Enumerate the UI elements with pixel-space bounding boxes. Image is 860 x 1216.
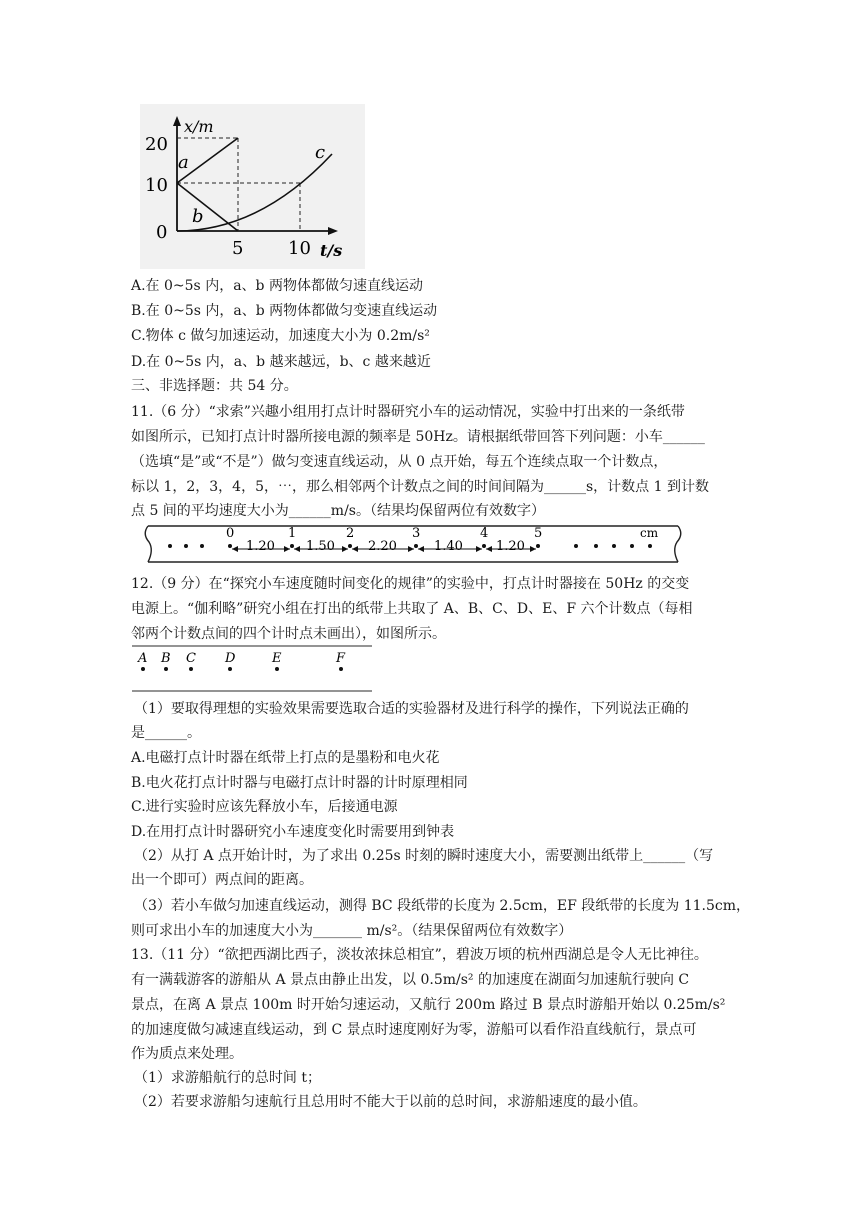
q12-option-c: C.进行实验时应该先释放小车，后接通电源 bbox=[131, 799, 398, 815]
tape-point-d bbox=[228, 667, 232, 671]
option-10-b: B.在 0~5s 内，a、b 两物体都做匀变速直线运动 bbox=[131, 303, 438, 319]
tape-point-b bbox=[164, 667, 168, 671]
option-10-a: A.在 0~5s 内，a、b 两物体都做匀速直线运动 bbox=[131, 278, 423, 294]
tape-point-1 bbox=[290, 544, 294, 548]
tape-label-1: 1 bbox=[288, 526, 297, 541]
option-10-d: D.在 0~5s 内，a、b 越来越远，b、c 越来越近 bbox=[131, 354, 431, 370]
tape-right-tear bbox=[675, 526, 681, 562]
q12-option-a: A.电磁打点计时器在纸带上打点的是墨粉和电火花 bbox=[131, 750, 440, 766]
tape-dot bbox=[648, 544, 652, 548]
q13-part1: （1）求游船航行的总时间 t； bbox=[134, 1070, 321, 1086]
q13-line-3: 景点，在离 A 景点 100m 时开始匀速运动，又航行 200m 路过 B 景点时游船开始以 0.25m/s² bbox=[131, 997, 726, 1013]
q12-intro-1: 12.（9 分）在“探究小车速度随时间变化的规律”的实验中，打点计时器接在 50Hz 的交变 bbox=[131, 576, 690, 592]
q13-line-2: 有一满载游客的游船从 A 景点由静止出发，以 0.5m/s² 的加速度在湖面匀加速航行驶向 C bbox=[131, 972, 690, 988]
q12-part2-line-1: （2）从打 A 点开始计时，为了求出 0.25s 时刻的瞬时速度大小，需要测出纸带上______（写 bbox=[134, 848, 714, 864]
x-tick-10: 10 bbox=[288, 238, 311, 259]
q11-line-3: （选填“是”或“不是”）做匀变速直线运动，从 0 点开始，每五个连续点取一个计数点， bbox=[131, 454, 668, 470]
tape-dot bbox=[200, 544, 204, 548]
tape-unit: cm bbox=[640, 526, 659, 540]
tape-label-0: 0 bbox=[226, 526, 235, 541]
q12-part1-line-1: （1）要取得理想的实验效果需要选取合适的实验器材及进行科学的操作，下列说法正确的 bbox=[134, 701, 689, 717]
distance-1-2: 1.50 bbox=[306, 539, 335, 554]
q12-option-b: B.电火花打点计时器与电磁打点计时器的计时原理相同 bbox=[131, 775, 468, 791]
tape-point-5 bbox=[536, 544, 540, 548]
arrowhead bbox=[232, 546, 238, 552]
tape-left-tear bbox=[145, 526, 151, 562]
q12-intro-3: 邻两个计数点间的四个计时点未画出），如图所示。 bbox=[131, 626, 446, 642]
q13-line-5: 作为质点来处理。 bbox=[131, 1046, 243, 1062]
distance-2-3: 2.20 bbox=[368, 539, 397, 554]
arrowhead bbox=[284, 546, 290, 552]
arrowhead bbox=[342, 546, 348, 552]
y-tick-10: 10 bbox=[145, 175, 168, 196]
distance-3-4: 1.40 bbox=[434, 539, 463, 554]
tape-point-3 bbox=[414, 544, 418, 548]
curve-label-a: a bbox=[178, 152, 189, 173]
q11-paper-tape bbox=[140, 520, 688, 568]
arrowhead bbox=[408, 546, 414, 552]
tape-label-c: C bbox=[186, 651, 196, 666]
tape-point-f bbox=[339, 667, 343, 671]
tape-dot bbox=[594, 544, 598, 548]
q12-option-d: D.在用打点计时器研究小车速度变化时需要用到钟表 bbox=[131, 824, 455, 840]
tape-dot bbox=[630, 544, 634, 548]
arrowhead bbox=[476, 546, 482, 552]
q12-part3-line-1: （3）若小车做匀加速直线运动，测得 BC 段纸带的长度为 2.5cm，EF 段纸带的长度为 11.5cm， bbox=[134, 898, 751, 914]
tape-label-e: E bbox=[272, 651, 282, 666]
tape-point-a bbox=[141, 667, 145, 671]
arrowhead bbox=[486, 546, 492, 552]
arrowhead bbox=[530, 546, 536, 552]
y-tick-20: 20 bbox=[145, 134, 168, 155]
xt-graph bbox=[140, 104, 365, 269]
distance-0-1: 1.20 bbox=[246, 539, 275, 554]
q11-line-1: 11.（6 分）“求索”兴趣小组用打点计时器研究小车的运动情况，实验中打出来的一条纸带 bbox=[131, 404, 685, 420]
option-10-c: C.物体 c 做匀加速运动，加速度大小为 0.2m/s² bbox=[131, 328, 430, 344]
tape-point-4 bbox=[482, 544, 486, 548]
tape-label-5: 5 bbox=[534, 526, 543, 541]
tape-label-4: 4 bbox=[480, 526, 489, 541]
section-title: 三、非选择题：共 54 分。 bbox=[131, 378, 298, 394]
curve-label-c: c bbox=[315, 142, 326, 163]
q13-line-1: 13.（11 分）“欲把西湖比西子，淡妆浓抹总相宜”，碧波万顷的杭州西湖总是令人无比神往。 bbox=[131, 947, 708, 963]
tape-label-f: F bbox=[336, 651, 346, 666]
tape-point-c bbox=[189, 667, 193, 671]
tape-label-2: 2 bbox=[346, 526, 355, 541]
tape-label-d: D bbox=[225, 651, 236, 666]
arrowhead bbox=[352, 546, 358, 552]
tape-point-e bbox=[275, 667, 279, 671]
q11-line-2: 如图所示，已知打点计时器所接电源的频率是 50Hz。请根据纸带回答下列问题：小车______ bbox=[131, 429, 705, 445]
q12-part2-line-2: 出一个即可）两点间的距离。 bbox=[131, 872, 313, 888]
tape-label-b: B bbox=[161, 651, 171, 666]
q13-part2: （2）若要求游船匀速航行且总用时不能大于以前的总时间，求游船速度的最小值。 bbox=[134, 1094, 647, 1110]
tape-dot bbox=[612, 544, 616, 548]
tape-dot bbox=[574, 544, 578, 548]
y-tick-0: 0 bbox=[156, 222, 168, 243]
arrowhead bbox=[294, 546, 300, 552]
q12-part1-line-2: 是______。 bbox=[131, 725, 201, 741]
q11-line-5: 点 5 间的平均速度大小为______m/s。（结果均保留两位有效数字） bbox=[131, 503, 545, 519]
tape-label-a: A bbox=[138, 651, 148, 666]
q11-line-4: 标以 1，2，3，4，5，⋯，那么相邻两个计数点之间的时间间隔为______s，计数点 1 到计数 bbox=[131, 479, 709, 495]
tape-point-0 bbox=[228, 544, 232, 548]
y-axis-label: x/m bbox=[184, 117, 214, 136]
x-axis-label: t/s bbox=[320, 241, 343, 260]
tape-dot bbox=[168, 544, 172, 548]
q12-part3-line-2: 则可求出小车的加速度大小为_______ m/s²。（结果保留两位有效数字） bbox=[131, 923, 573, 939]
tape-label-3: 3 bbox=[412, 526, 421, 541]
x-tick-5: 5 bbox=[232, 238, 244, 259]
q13-line-4: 的加速度做匀减速直线运动，到 C 景点时速度刚好为零，游船可以看作沿直线航行，景点可 bbox=[131, 1022, 697, 1038]
q12-intro-2: 电源上。“伽利略”研究小组在打出的纸带上共取了 A、B、C、D、E、F 六个计数点（每相 bbox=[131, 601, 693, 617]
tape-dot bbox=[184, 544, 188, 548]
distance-4-5: 1.20 bbox=[496, 539, 525, 554]
q12-paper-tape bbox=[130, 642, 375, 694]
arrowhead bbox=[418, 546, 424, 552]
curve-label-b: b bbox=[192, 206, 204, 227]
tape-point-2 bbox=[348, 544, 352, 548]
